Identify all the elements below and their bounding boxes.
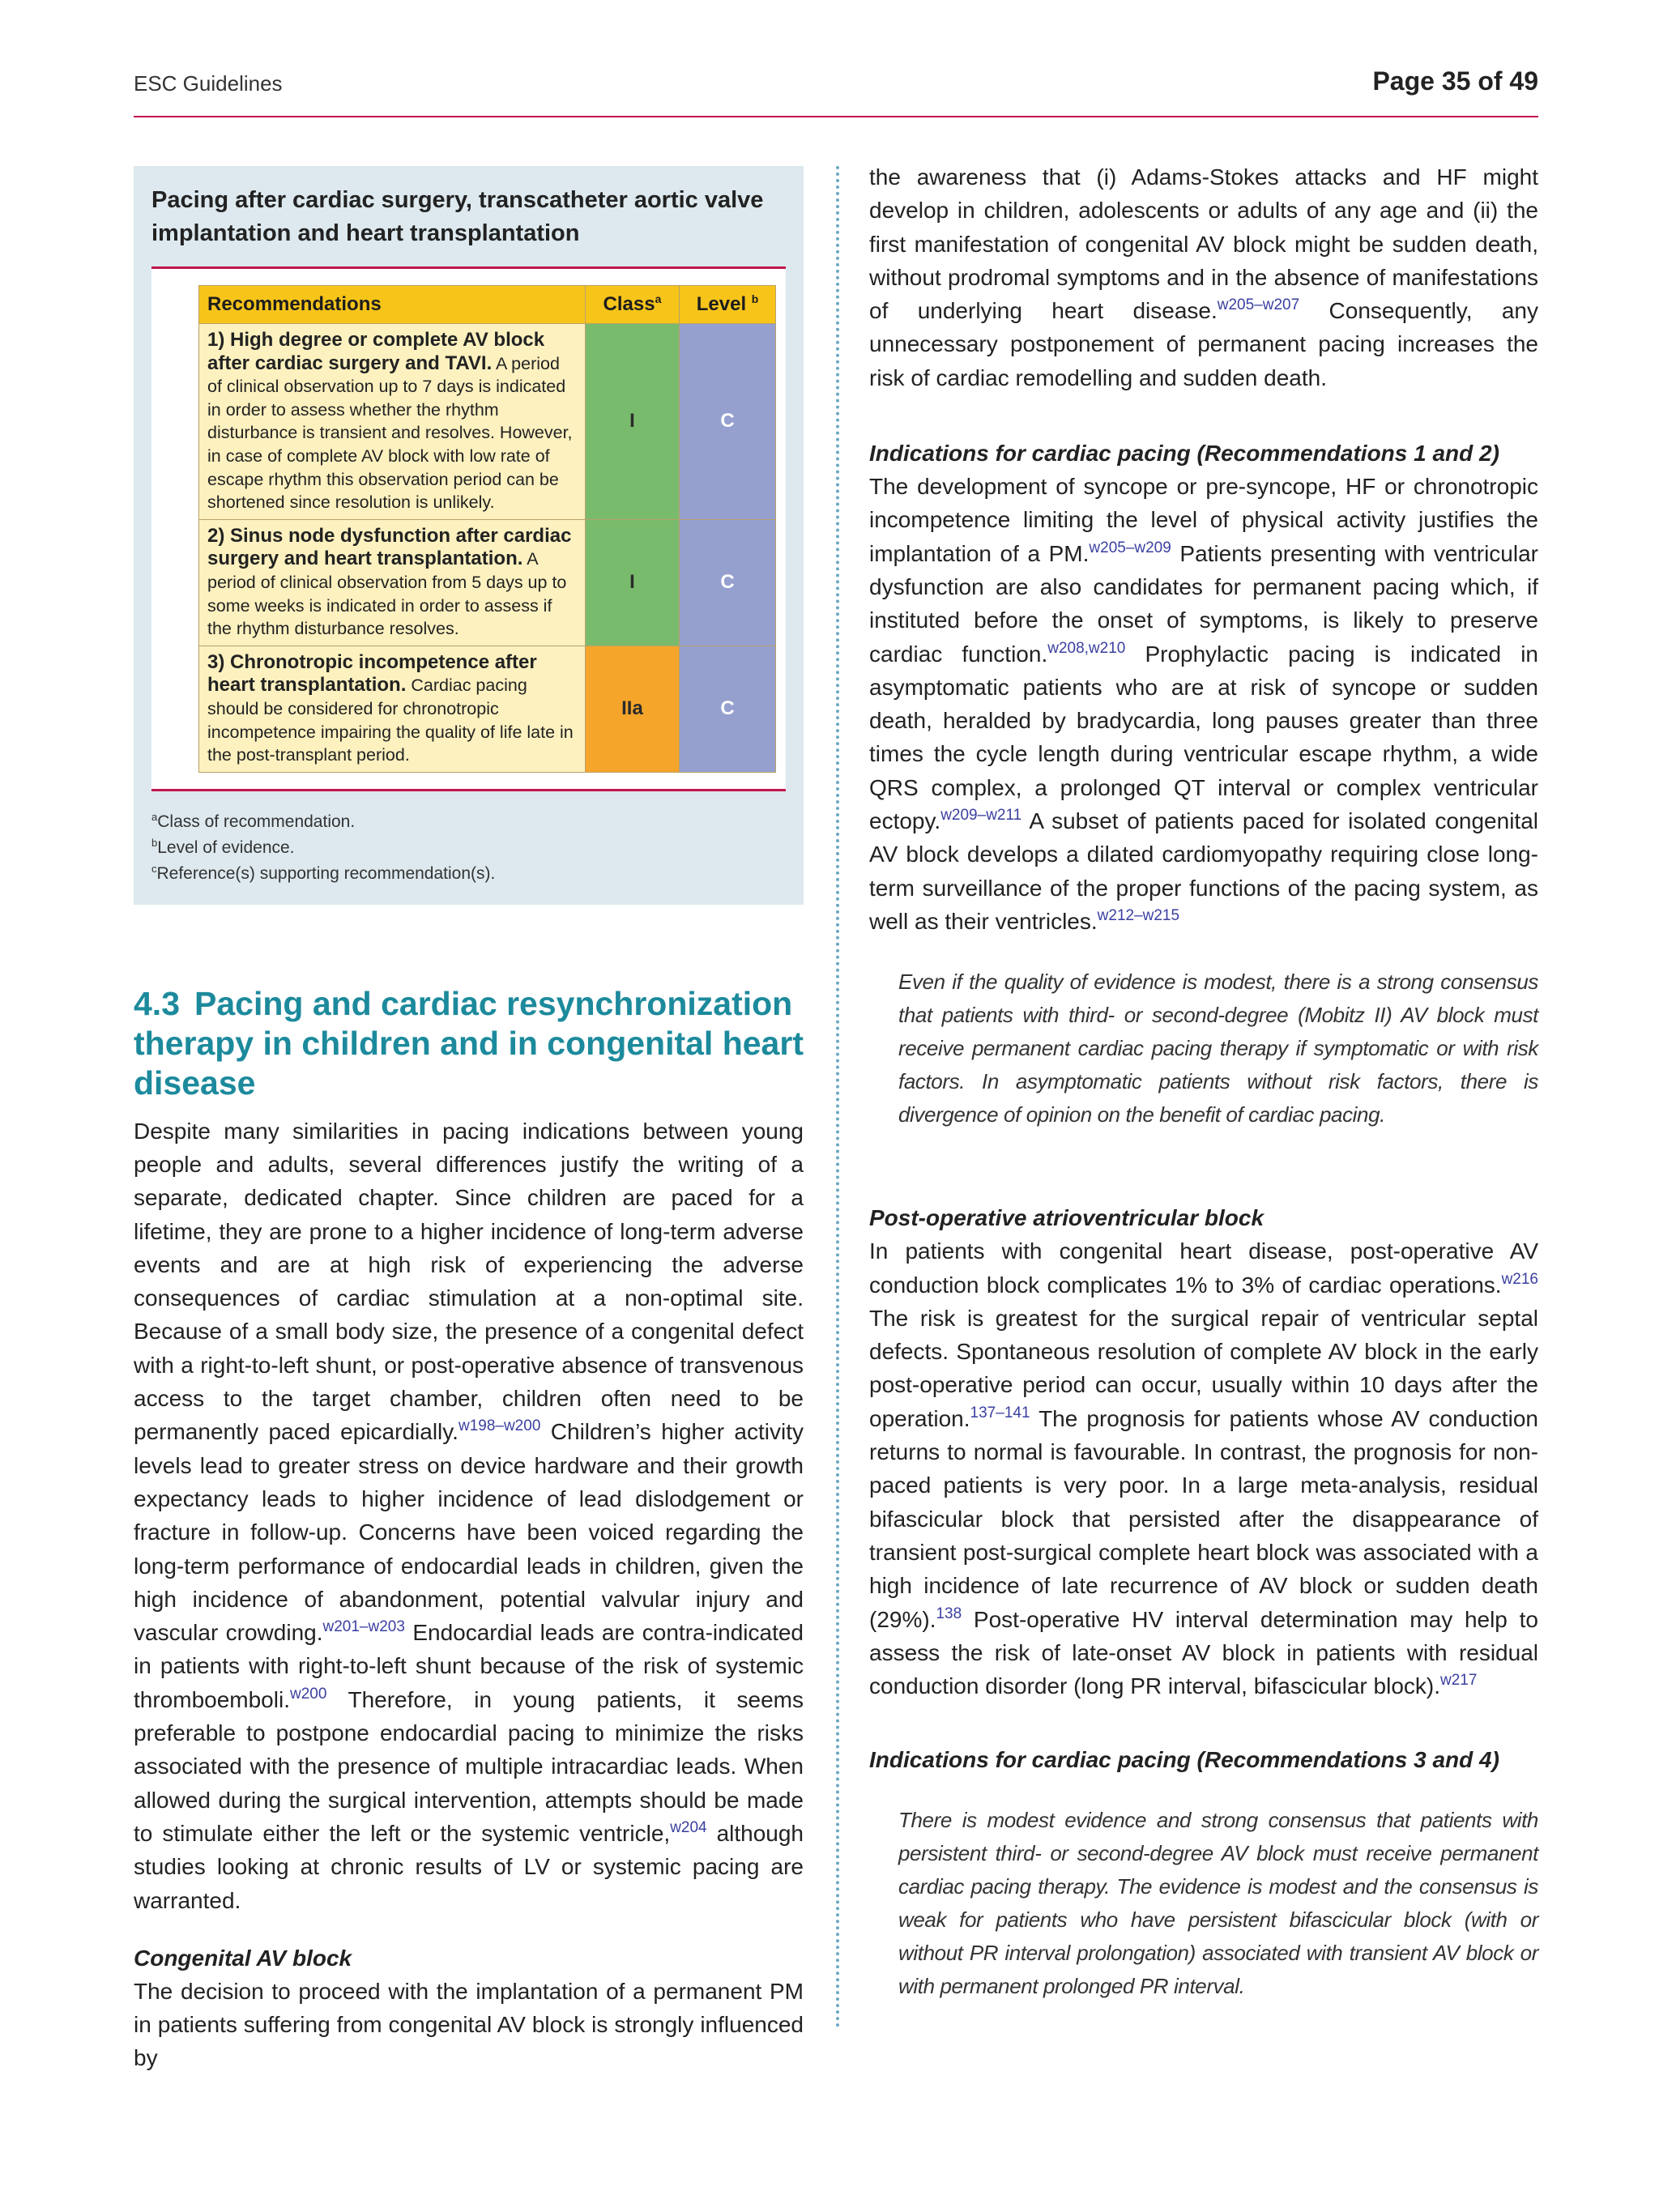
citation[interactable]: w200 [289, 1685, 327, 1703]
subheading-indications-3-4: Indications for cardiac pacing (Recommendations 3 and 4) [869, 1747, 1499, 1773]
header-level: Level $^b$ [680, 286, 776, 324]
table-row [199, 519, 776, 646]
recommendation-box-title-line: Pacing after cardiac surgery, transcatheter aortic valve [151, 187, 764, 213]
recommendation-text: 2) Sinus node dysfunction after cardiac surgery and heart transplantation. A period of clinical observation from 5 days up to some weeks is indicated in order to assess if the rhythm disturbance resolves. [199, 519, 586, 646]
footnote: $^a$Class of recommendation. [151, 810, 356, 831]
citation[interactable]: w217 [1440, 1672, 1478, 1690]
journal-name: ESC Guidelines [134, 71, 283, 96]
header-class: Class$^a$ [585, 286, 679, 324]
running-header [134, 66, 1538, 115]
table-row [199, 646, 776, 772]
level-cell: C [680, 324, 776, 520]
recommendation-box-title-line: implantation and heart transplantation [151, 220, 580, 246]
footnote: $^c$Reference(s) supporting recommendation(s). [151, 862, 496, 883]
table-footnotes [151, 791, 786, 887]
recommendation-text: 1) High degree or complete AV block after cardiac surgery and TAVI. A period of clinical observation up to 7 days is indicated in order to assess whether the rhythm disturbance is transient and resolves. However, in case of complete AV block with low rate of escape rhythm this observation period can be shortened since resolution is unlikely. [199, 324, 586, 520]
citation[interactable]: w212–w215 [1097, 906, 1180, 924]
level-cell: C [680, 519, 776, 646]
intro-paragraph: Despite many similarities in pacing indications between young people and adults, several differences justify the writing of a separate, dedicated chapter. Since children are paced for a lifetime, they are prone to a higher incidence of long-term adverse events and are at high risk of experiencing the adverse consequences of cardiac stimulation at a non-optimal site. Because of a small body size, the presence of a congenital defect with a right-to-left shunt, or post-operative absence of transvenous access to the target chamber, children often need to be permanently paced epicardially.$^{w198-w200}$ Children’s higher activity levels lead to greater stress on device hardware and their growth expectancy leads to higher incidence of lead dislodgement or fracture in follow-up. Concerns have been voiced regarding the long-term performance of endocardial leads in children, given the high incidence of abandonment, potential valvular injury and vascular crowding.$^{w201-w203}$ Endocardial leads are contra-indicated in patients with right-to-left shunt because of the risk of systemic thromboemboli.$^{w200}$ Therefore, in young patients, it seems preferable to postpone endocardial pacing to minimize the risks associated with the presence of multiple intracardiac leads. When allowed during the surgical intervention, attempts should be made to stimulate either the left or the systemic ventricle,$^{w204}$ although studies looking at chronic results of LV or systemic pacing are warranted. [134, 1118, 804, 1913]
column-divider [836, 166, 839, 2029]
citation[interactable]: w208,w210 [1047, 639, 1126, 657]
right-column [869, 160, 1538, 2003]
congenital-paragraph: The decision to proceed with the implantation of a permanent PM in patients suffering from congenital AV block is strongly influenced by [134, 1978, 804, 2071]
citation[interactable]: w201–w203 [322, 1618, 405, 1636]
class-cell: I [585, 324, 679, 520]
section-heading [134, 984, 804, 1103]
section-number: 4.3 [134, 984, 180, 1022]
recommendation-table [198, 285, 776, 773]
postop-paragraph: In patients with congenital heart disease, post-operative AV conduction block complicates 1% to 3% of cardiac operations.$^{w216}$ The risk is greatest for the surgical repair of ventricular septal defects. Spontaneous resolution of complete AV block in the early post-operative period can occur, usually within 10 days after the operation.$^{137-141}$ The prognosis for patients whose AV conduction returns to normal is favourable. In contrast, the prognosis for non-paced patients is very poor. In a large meta-analysis, residual bifascicular block that persisted after the disappearance of transient post-surgical complete heart block was associated with a high incidence of late recurrence of AV block or sudden death (29%).$^{138}$ Post-operative HV interval determination may help to assess the risk of late-onset AV block in patients with residual conduction disorder (long PR interval, bifascicular block).$^{w217}$ [869, 1238, 1538, 1699]
page-number: Page 35 of 49 [1372, 66, 1538, 96]
header-rule [134, 116, 1538, 117]
level-cell: C [680, 646, 776, 772]
subheading-postop-av-block: Post-operative atrioventricular block [869, 1205, 1265, 1231]
citation[interactable]: 138 [936, 1605, 962, 1622]
left-column [134, 166, 804, 2075]
header-recommendations: Recommendations [199, 286, 586, 324]
citation[interactable]: w216 [1501, 1270, 1538, 1288]
citation[interactable]: w198–w200 [458, 1417, 541, 1435]
recommendation-box [134, 166, 804, 905]
class-cell: IIa [585, 646, 679, 772]
citation[interactable]: w205–w209 [1089, 539, 1171, 556]
recommendation-box-title [151, 184, 786, 250]
table-header-row [199, 286, 776, 324]
consensus-statement: There is modest evidence and strong consensus that patients with persistent third- or second-degree AV block must receive permanent cardiac pacing therapy. The evidence is modest and the consensus is weak for patients who have persistent bifascicular block (with or without PR interval prolongation) associated with transient AV block or with permanent prolonged PR interval. [898, 1808, 1538, 1999]
footnote: $^b$Level of evidence. [151, 836, 295, 857]
citation[interactable]: w209–w211 [940, 807, 1022, 825]
recommendation-table-area [151, 269, 786, 789]
table-row [199, 324, 776, 520]
indications-paragraph: The development of syncope or pre-syncope, HF or chronotropic incompetence limiting the level of physical activity justifies the implantation of a PM.$^{w205-w209}$ Patients presenting with ventricular dysfunction are also candidates for permanent pacing which, if instituted before the onset of symptoms, is likely to preserve cardiac function.$^{w208,w210}$ Prophylactic pacing is indicated in asymptomatic patients who are at risk of syncope or sudden death, heralded by bradycardia, long pauses greater than three times the cycle length during ventricular escape rhythm, a wide QRS complex, a prolonged QT interval or complex ventricular ectopy.$^{w209-w211}$ A subset of patients paced for isolated congenital AV block develops a dilated cardiomyopathy requiring close long-term surveillance of the proper functions of the pacing system, as well as their ventricles.$^{w212-w215}$ [869, 474, 1538, 934]
citation[interactable]: w204 [670, 1818, 707, 1836]
recommendation-text: 3) Chronotropic incompetence after heart transplantation. Cardiac pacing should be considered for chronotropic incompetence impairing the quality of life late in the post-transplant period. [199, 646, 586, 772]
citation[interactable]: 137–141 [970, 1404, 1030, 1421]
continued-paragraph: the awareness that (i) Adams-Stokes attacks and HF might develop in children, adolescents or adults of any age and (ii) the first manifestation of congenital AV block might be sudden death, without prodromal symptoms and in the absence of manifestations of underlying heart disease.$^{w205-w207}$ Consequently, any unnecessary postponement of permanent pacing increases the risk of cardiac remodelling and sudden death. [869, 164, 1538, 390]
subheading-congenital-av-block: Congenital AV block [134, 1945, 352, 1971]
consensus-statement: Even if the quality of evidence is modest, there is a strong consensus that patients with third- or second-degree (Mobitz II) AV block must receive permanent cardiac pacing therapy if symptomatic or with risk factors. In asymptomatic patients without risk factors, there is divergence of opinion on the benefit of cardiac pacing. [898, 970, 1538, 1127]
subheading-indications-1-2: Indications for cardiac pacing (Recommendations 1 and 2) [869, 441, 1499, 467]
section-title-text: Pacing and cardiac resynchronization therapy in children and in congenital heart disease [134, 984, 804, 1102]
citation[interactable]: w205–w207 [1217, 296, 1300, 314]
class-cell: I [585, 519, 679, 646]
